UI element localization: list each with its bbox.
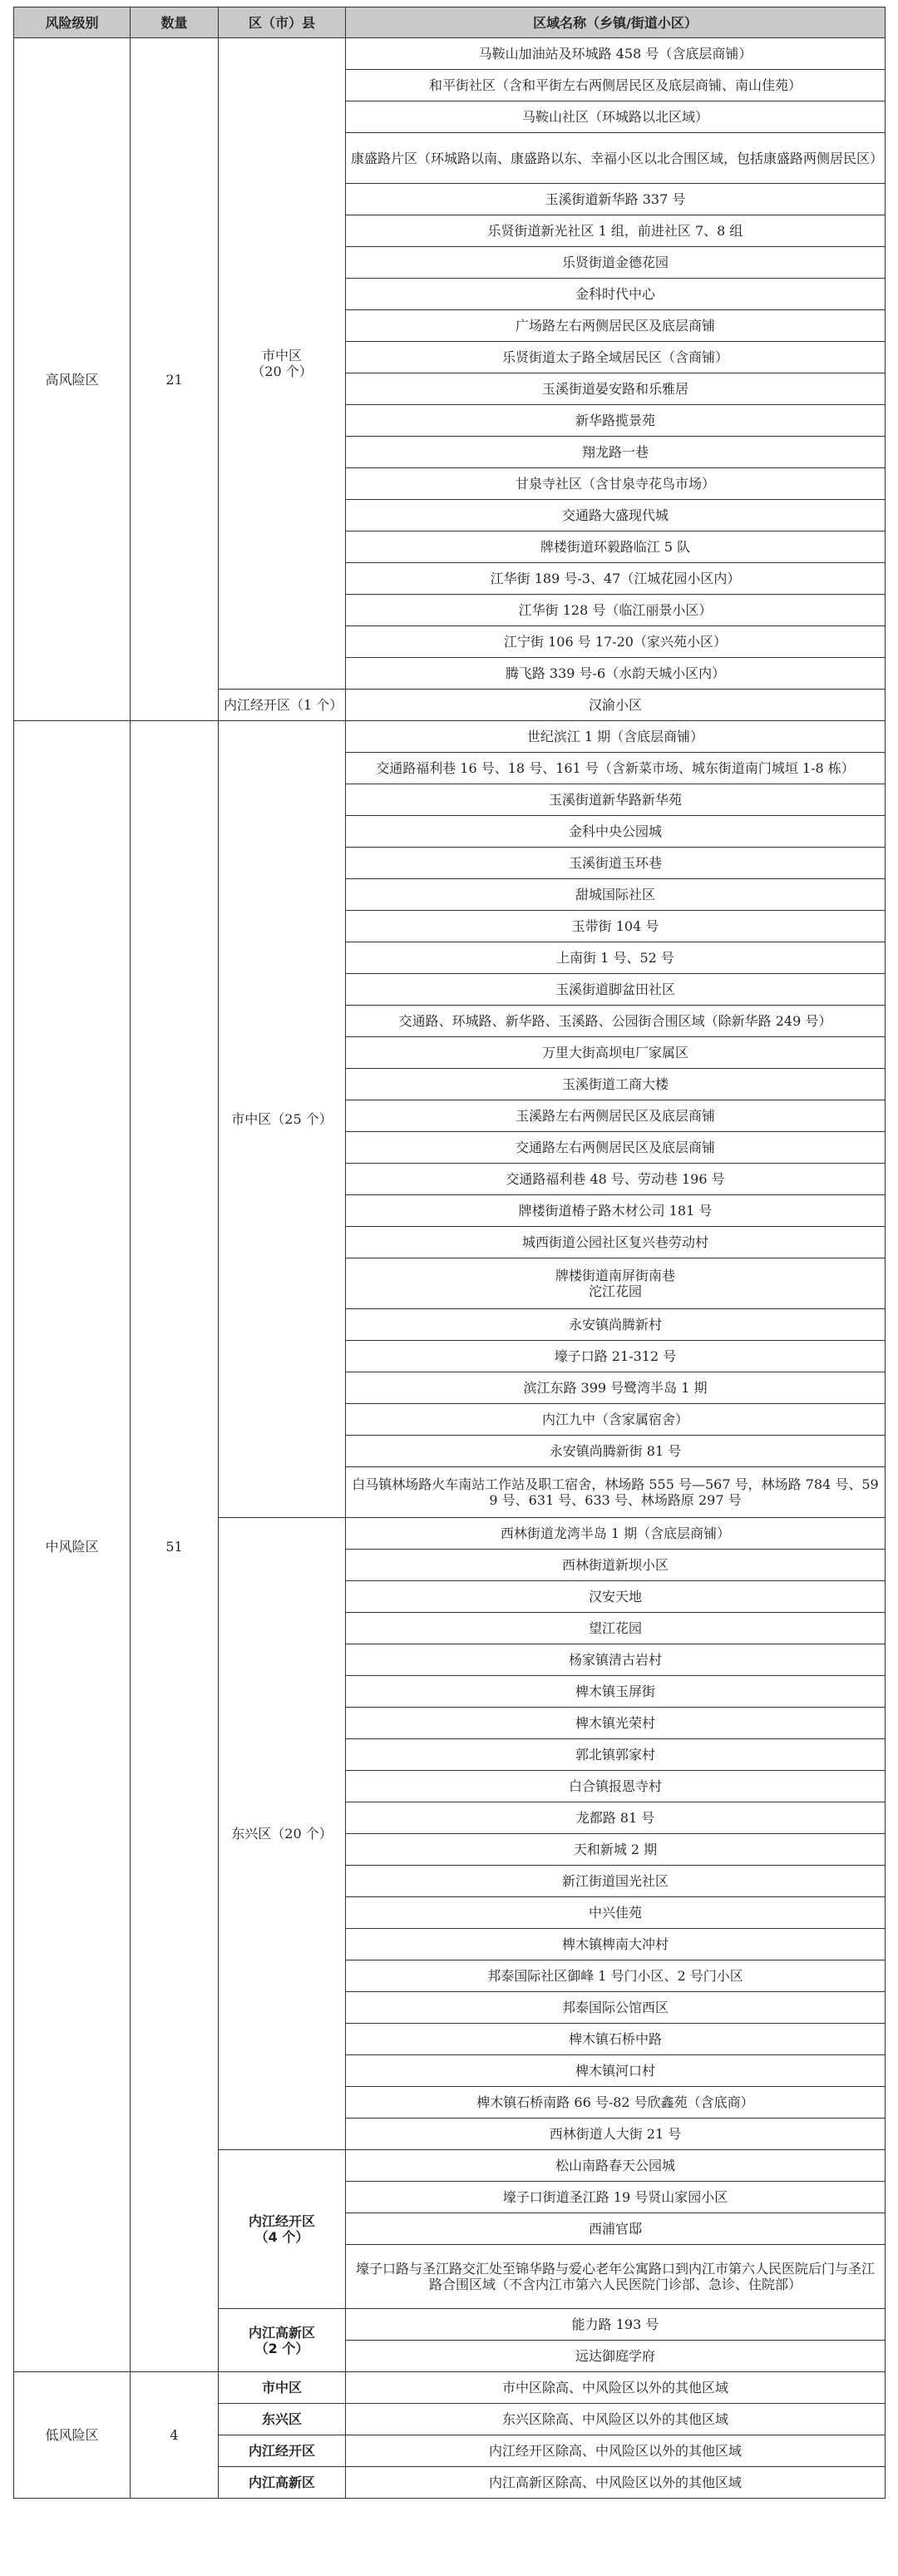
area-cell: 上南街 1 号、52 号 <box>346 942 886 974</box>
district-count: （20 个） <box>251 363 313 379</box>
area-cell: 乐贤街道新光社区 1 组，前进社区 7、8 组 <box>346 215 886 247</box>
table-row <box>14 2372 886 2404</box>
area-cell: 内江九中（含家属宿舍） <box>346 1404 886 1436</box>
district-neijiang-gaoxin-medium <box>219 2309 346 2372</box>
header-area-name: 区域名称（乡镇/街道小区） <box>346 7 886 38</box>
area-cell: 西林街道新坝小区 <box>346 1550 886 1581</box>
area-cell: 永安镇尚腾新街 81 号 <box>346 1436 886 1467</box>
area-cell: 玉溪街道晏安路和乐雅居 <box>346 373 886 405</box>
area-cell: 牌楼街道环毅路临江 5 队 <box>346 532 886 563</box>
header-district: 区（市）县 <box>219 7 346 38</box>
header-count: 数量 <box>131 7 219 38</box>
area-cell: 壕子口街道圣江路 19 号贤山家园小区 <box>346 2182 886 2213</box>
risk-area-table <box>13 7 886 2499</box>
district-dongxing-medium: 东兴区（20 个） <box>219 1518 346 2150</box>
header-risk-level: 风险级别 <box>14 7 131 38</box>
area-cell: 郭北镇郭家村 <box>346 1739 886 1771</box>
district-shizhong-medium: 市中区（25 个） <box>219 721 346 1518</box>
area-cell: 中兴佳苑 <box>346 1897 886 1929</box>
risk-level-medium: 中风险区 <box>14 721 131 2372</box>
area-cell: 交通路福利巷 16 号、18 号、161 号（含新菜市场、城东街道南门城垣 1-8 栋） <box>346 753 886 784</box>
area-cell: 壕子口路与圣江路交汇处至锦华路与爱心老年公寓路口到内江市第六人民医院后门与圣江路合围区域（不含内江市第六人民医院门诊部、急诊、住院部） <box>346 2245 886 2309</box>
area-cell: 白合镇报恩寺村 <box>346 1771 886 1802</box>
district-neijiang-jingkai-high: 内江经开区（1 个） <box>219 690 346 721</box>
table-row <box>14 38 886 70</box>
area-cell: 玉溪街道玉环巷 <box>346 848 886 879</box>
area-cell: 和平街社区（含和平街左右两侧居民区及底层商铺、南山佳苑） <box>346 70 886 101</box>
risk-level-low: 低风险区 <box>14 2372 131 2499</box>
district-low: 内江经开区 <box>219 2435 346 2467</box>
area-cell: 牌楼街道椿子路木材公司 181 号 <box>346 1195 886 1227</box>
area-cell: 广场路左右两侧居民区及底层商铺 <box>346 310 886 342</box>
area-cell: 椑木镇河口村 <box>346 2055 886 2087</box>
district-name: 市中区 <box>261 348 302 363</box>
district-name: 内江经开区 <box>248 2213 315 2229</box>
count-low: 4 <box>131 2372 219 2499</box>
area-cell: 远达御庭学府 <box>346 2341 886 2372</box>
area-cell: 玉带街 104 号 <box>346 911 886 942</box>
area-cell: 玉溪街道新华路 337 号 <box>346 184 886 215</box>
area-cell: 玉溪路左右两侧居民区及底层商铺 <box>346 1100 886 1132</box>
area-cell: 马鞍山社区（环城路以北区域） <box>346 101 886 133</box>
area-cell: 白马镇林场路火车南站工作站及职工宿舍，林场路 555 号—567 号，林场路 784 号、599 号、631 号、633 号、林场路原 297 号 <box>346 1467 886 1518</box>
area-cell: 内江高新区除高、中风险区以外的其他区域 <box>346 2467 886 2499</box>
risk-level-high: 高风险区 <box>14 38 131 721</box>
district-low: 市中区 <box>219 2372 346 2404</box>
area-cell: 金科时代中心 <box>346 279 886 310</box>
area-cell: 康盛路片区（环城路以南、康盛路以东、幸福小区以北合围区域，包括康盛路两侧居民区） <box>346 133 886 184</box>
area-cell: 交通路左右两侧居民区及底层商铺 <box>346 1132 886 1164</box>
table-header-row <box>14 7 886 38</box>
area-cell: 松山南路春天公园城 <box>346 2150 886 2182</box>
area-cell: 江华街 128 号（临江丽景小区） <box>346 595 886 626</box>
area-cell: 城西街道公园社区复兴巷劳动村 <box>346 1227 886 1258</box>
area-cell: 新江街道国光社区 <box>346 1866 886 1897</box>
count-high: 21 <box>131 38 219 721</box>
area-cell: 汉安天地 <box>346 1581 886 1613</box>
area-cell: 交通路、环城路、新华路、玉溪路、公园街合围区域（除新华路 249 号） <box>346 1006 886 1037</box>
area-cell: 椑木镇石桥南路 66 号-82 号欣鑫苑（含底商） <box>346 2087 886 2119</box>
area-cell: 邦泰国际公馆西区 <box>346 1992 886 2024</box>
area-cell: 金科中央公园城 <box>346 816 886 848</box>
count-medium: 51 <box>131 721 219 2372</box>
area-cell: 西浦官邸 <box>346 2213 886 2245</box>
area-cell: 天和新城 2 期 <box>346 1834 886 1866</box>
area-cell: 西林街道龙湾半岛 1 期（含底层商铺） <box>346 1518 886 1550</box>
area-cell: 乐贤街道金德花园 <box>346 247 886 279</box>
area-cell: 万里大街高坝电厂家属区 <box>346 1037 886 1069</box>
area-cell: 滨江东路 399 号鹭湾半岛 1 期 <box>346 1372 886 1404</box>
area-cell: 玉溪街道新华路新华苑 <box>346 784 886 816</box>
area-cell: 望江花园 <box>346 1613 886 1644</box>
area-cell: 汉渝小区 <box>346 690 886 721</box>
area-cell: 江华街 189 号-3、47（江城花园小区内） <box>346 563 886 595</box>
area-cell: 马鞍山加油站及环城路 458 号（含底层商铺） <box>346 38 886 70</box>
area-cell: 乐贤街道太子路全域居民区（含商铺） <box>346 342 886 373</box>
district-count: （2 个） <box>254 2340 309 2356</box>
area-cell: 翔龙路一巷 <box>346 437 886 468</box>
area-cell: 玉溪街道脚盆田社区 <box>346 974 886 1006</box>
area-cell: 壕子口路 21-312 号 <box>346 1341 886 1372</box>
area-cell: 杨家镇清古岩村 <box>346 1644 886 1676</box>
area-cell: 永安镇尚腾新村 <box>346 1309 886 1341</box>
district-count: （4 个） <box>254 2229 309 2245</box>
area-cell: 椑木镇光荣村 <box>346 1708 886 1739</box>
district-low: 东兴区 <box>219 2404 346 2435</box>
area-cell: 邦泰国际社区御峰 1 号门小区、2 号门小区 <box>346 1960 886 1992</box>
district-shizhong-high <box>219 38 346 690</box>
table-row <box>14 721 886 753</box>
area-cell: 新华路揽景苑 <box>346 405 886 437</box>
area-cell: 西林街道人大街 21 号 <box>346 2119 886 2150</box>
area-cell: 内江经开区除高、中风险区以外的其他区域 <box>346 2435 886 2467</box>
area-cell: 牌楼街道南屏街南巷 沱江花园 <box>346 1258 886 1309</box>
area-cell: 市中区除高、中风险区以外的其他区域 <box>346 2372 886 2404</box>
area-cell: 交通路大盛现代城 <box>346 500 886 532</box>
area-cell: 江宁街 106 号 17-20（家兴苑小区） <box>346 626 886 658</box>
district-neijiang-jingkai-medium <box>219 2150 346 2309</box>
area-cell: 甘泉寺社区（含甘泉寺花鸟市场） <box>346 468 886 500</box>
risk-table-container <box>13 7 885 2499</box>
area-cell: 椑木镇石桥中路 <box>346 2024 886 2055</box>
district-name: 内江高新区 <box>248 2324 315 2341</box>
area-cell: 玉溪街道工商大楼 <box>346 1069 886 1100</box>
area-cell: 东兴区除高、中风险区以外的其他区域 <box>346 2404 886 2435</box>
area-cell: 交通路福利巷 48 号、劳动巷 196 号 <box>346 1164 886 1195</box>
district-low: 内江高新区 <box>219 2467 346 2499</box>
area-cell: 世纪滨江 1 期（含底层商铺） <box>346 721 886 753</box>
area-cell: 椑木镇玉屏街 <box>346 1676 886 1708</box>
area-cell: 龙都路 81 号 <box>346 1802 886 1834</box>
area-cell: 腾飞路 339 号-6（水韵天城小区内） <box>346 658 886 690</box>
area-cell: 甜城国际社区 <box>346 879 886 911</box>
area-cell: 能力路 193 号 <box>346 2309 886 2341</box>
area-cell: 椑木镇椑南大冲村 <box>346 1929 886 1960</box>
